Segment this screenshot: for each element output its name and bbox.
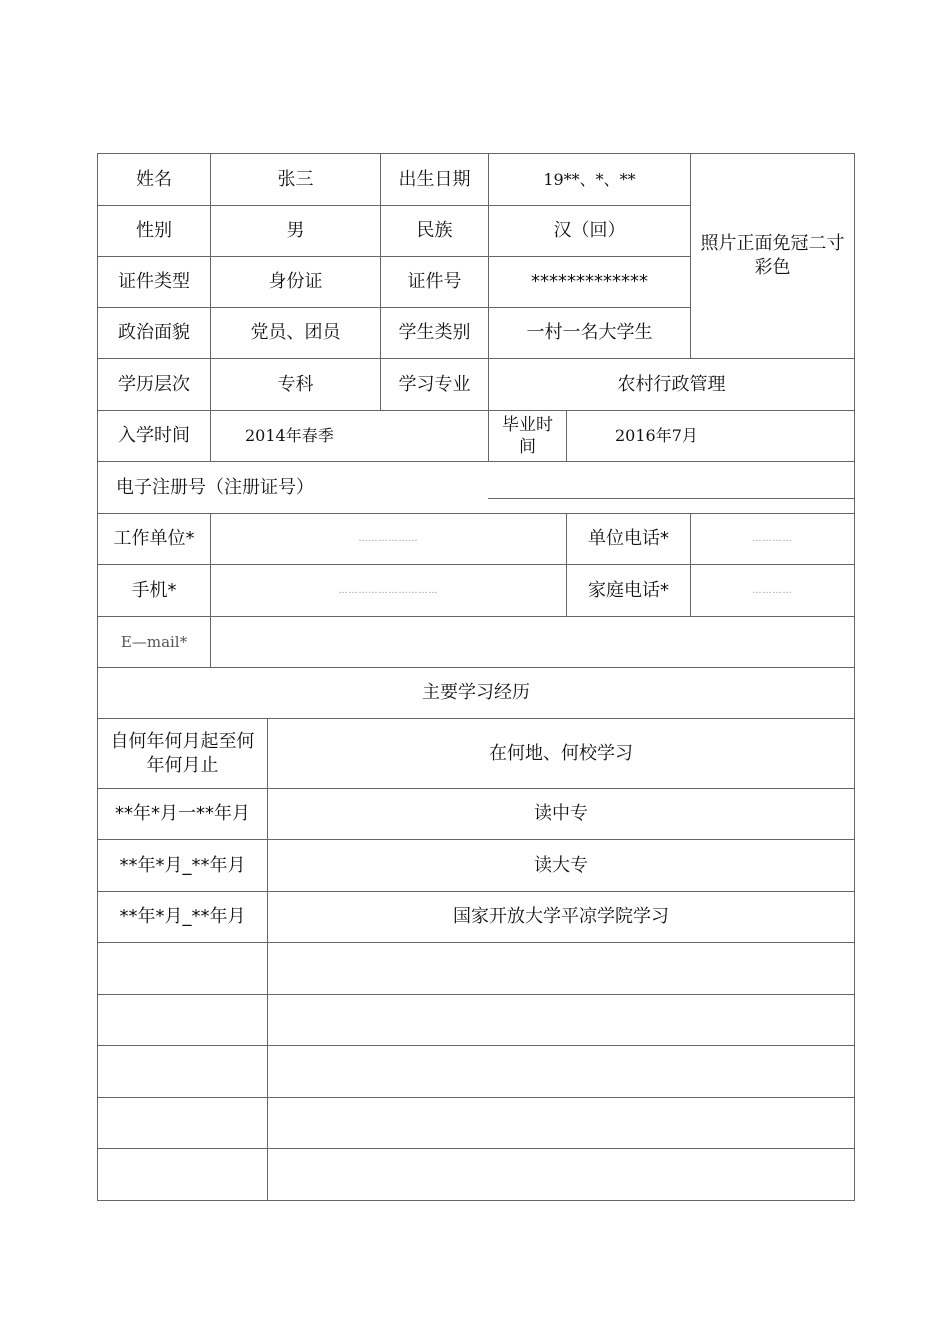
history-period-header: 自何年何月起至何年何月止 xyxy=(98,719,268,789)
history-period[interactable] xyxy=(98,943,268,995)
email-value xyxy=(211,617,854,668)
education-level-value: 专科 xyxy=(211,359,381,411)
id-type-label: 证件类型 xyxy=(98,257,211,308)
major-value: 农村行政管理 xyxy=(489,359,854,411)
political-status-label: 政治面貌 xyxy=(98,308,211,359)
gender-label: 性别 xyxy=(98,206,211,257)
registration-number-label: 电子注册号（注册证号） xyxy=(98,462,854,514)
history-place[interactable] xyxy=(268,1098,854,1149)
student-registration-form xyxy=(97,153,855,1201)
history-place[interactable] xyxy=(268,995,854,1046)
email-label: E—mail* xyxy=(98,617,211,668)
id-number-value: ************* xyxy=(489,257,691,308)
history-place-header: 在何地、何校学习 xyxy=(268,719,854,789)
history-period: **年*月一**年月 xyxy=(98,789,268,840)
history-period: **年*月_**年月 xyxy=(98,892,268,943)
ethnic-value: 汉（回） xyxy=(489,206,691,257)
ethnic-label: 民族 xyxy=(381,206,489,257)
history-place: 读中专 xyxy=(268,789,854,840)
study-history-title: 主要学习经历 xyxy=(98,668,854,719)
work-unit-value: ……………… xyxy=(211,514,567,565)
gender-value: 男 xyxy=(211,206,381,257)
history-period[interactable] xyxy=(98,1149,268,1200)
mobile-label: 手机* xyxy=(98,565,211,617)
student-type-value: 一村一名大学生 xyxy=(489,308,691,359)
history-period[interactable] xyxy=(98,1046,268,1098)
graduation-time-value: 2016年7月 xyxy=(567,411,854,462)
political-status-value: 党员、团员 xyxy=(211,308,381,359)
birth-date-label: 出生日期 xyxy=(381,154,489,206)
work-phone-value: ………… xyxy=(691,514,854,565)
work-unit-label: 工作单位* xyxy=(98,514,211,565)
id-number-label: 证件号 xyxy=(381,257,489,308)
photo-box: 照片正面免冠二寸彩色 xyxy=(691,154,854,359)
history-place[interactable] xyxy=(268,943,854,995)
history-period: **年*月_**年月 xyxy=(98,840,268,892)
history-place: 读大专 xyxy=(268,840,854,892)
education-level-label: 学历层次 xyxy=(98,359,211,411)
history-place[interactable] xyxy=(268,1046,854,1098)
graduation-time-label: 毕业时间 xyxy=(489,411,567,462)
home-phone-value: ………… xyxy=(691,565,854,617)
name-value: 张三 xyxy=(211,154,381,206)
history-period[interactable] xyxy=(98,995,268,1046)
id-type-value: 身份证 xyxy=(211,257,381,308)
birth-date-value: 19**、*、** xyxy=(489,154,691,206)
history-place: 国家开放大学平凉学院学习 xyxy=(268,892,854,943)
student-type-label: 学生类别 xyxy=(381,308,489,359)
history-place[interactable] xyxy=(268,1149,854,1200)
mobile-value: ………………………… xyxy=(211,565,567,617)
enroll-time-label: 入学时间 xyxy=(98,411,211,462)
history-period[interactable] xyxy=(98,1098,268,1149)
home-phone-label: 家庭电话* xyxy=(567,565,691,617)
major-label: 学习专业 xyxy=(381,359,489,411)
name-label: 姓名 xyxy=(98,154,211,206)
work-phone-label: 单位电话* xyxy=(567,514,691,565)
enroll-time-value: 2014年春季 xyxy=(211,411,489,462)
registration-number-line xyxy=(488,498,855,499)
